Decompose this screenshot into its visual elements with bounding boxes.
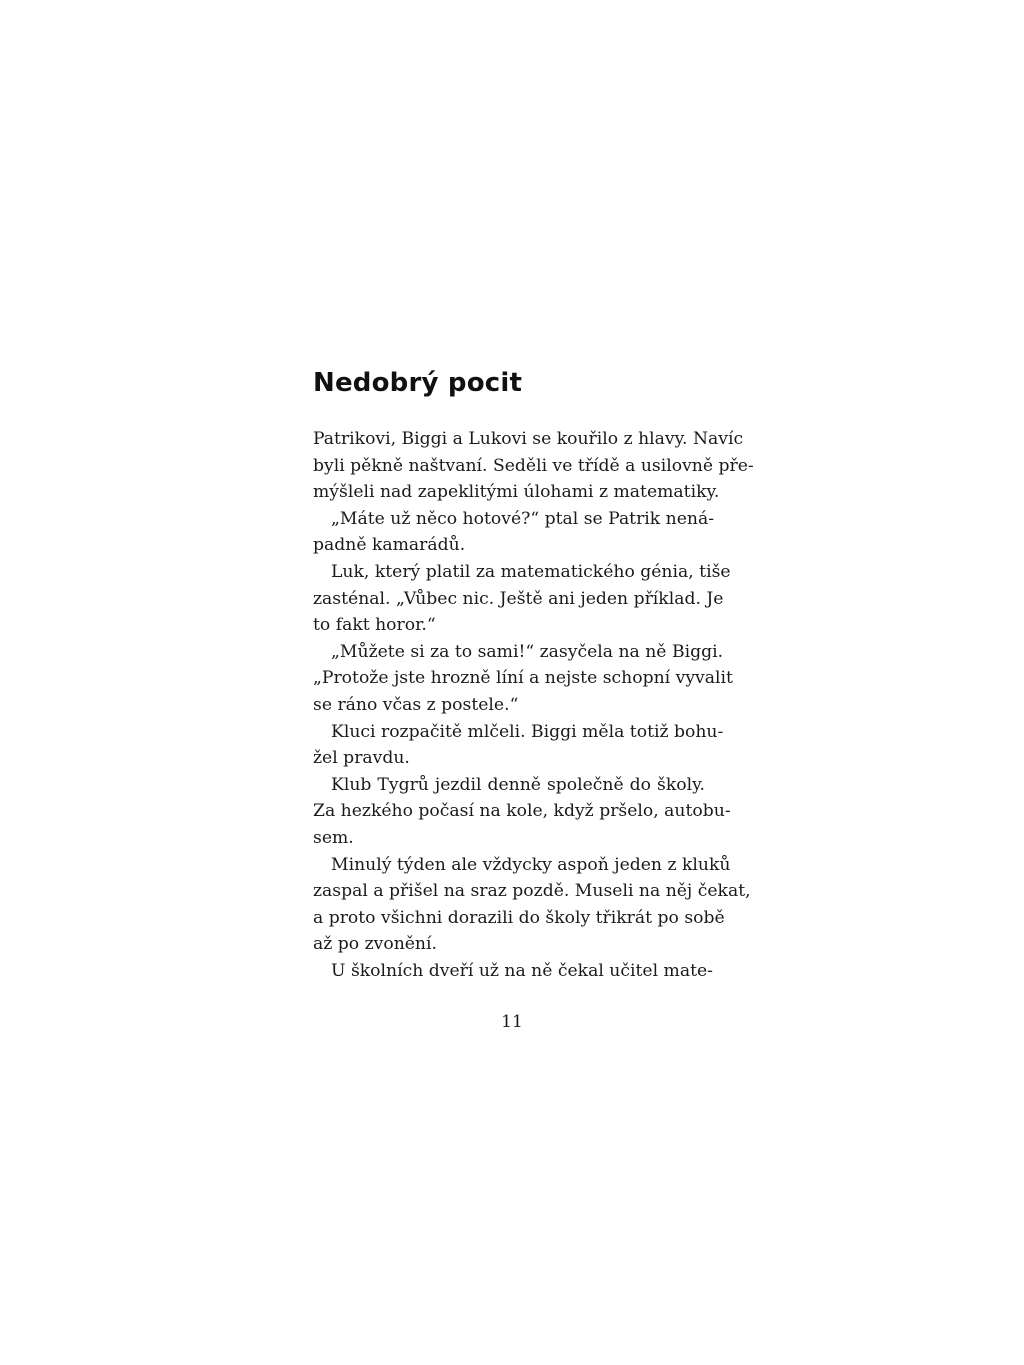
text-line: U školních dveří už na ně čekal učitel mate- bbox=[331, 960, 713, 981]
page-number: 11 bbox=[501, 1012, 523, 1032]
text-line: zaspal a přišel na sraz pozdě. Museli na něj čekat, bbox=[313, 881, 751, 902]
text-line: žel pravdu. bbox=[313, 748, 410, 769]
text-line: se ráno včas z postele.“ bbox=[313, 694, 519, 715]
text-line: Kluci rozpačitě mlčeli. Biggi měla totiž bohu- bbox=[331, 721, 724, 742]
text-line: Luk, který platil za matematického génia, tiše bbox=[331, 561, 731, 582]
text-line: až po zvonění. bbox=[313, 934, 437, 955]
text-line: zasténal. „Vůbec nic. Ještě ani jeden příklad. Je bbox=[313, 588, 724, 609]
chapter-title: Nedobrý pocit bbox=[313, 368, 523, 398]
text-line: Za hezkého počasí na kole, když pršelo, autobu- bbox=[313, 801, 731, 822]
text-line: Minulý týden ale vždycky aspoň jeden z kluků bbox=[331, 854, 731, 875]
text-line: byli pěkně naštvaní. Seděli ve třídě a usilovně pře- bbox=[313, 455, 754, 476]
text-line: „Protože jste hrozně líní a nejste schopní vyvalit bbox=[313, 668, 733, 689]
text-line: to fakt horor.“ bbox=[313, 615, 436, 636]
text-line: sem. bbox=[313, 827, 354, 848]
text-line: mýšleli nad zapeklitými úlohami z matematiky. bbox=[313, 482, 720, 503]
text-line: „Můžete si za to sami!“ zasyčela na ně Biggi. bbox=[331, 641, 724, 662]
text-line: Klub Tygrů jezdil denně společně do školy. bbox=[331, 774, 705, 795]
text-line: Patrikovi, Biggi a Lukovi se kouřilo z hlavy. Navíc bbox=[313, 429, 744, 449]
text-line: „Máte už něco hotové?“ ptal se Patrik nená- bbox=[331, 508, 715, 529]
body-text bbox=[313, 426, 754, 984]
text-line: a proto všichni dorazili do školy třikrát po sobě bbox=[313, 907, 725, 928]
text-line: padně kamarádů. bbox=[313, 535, 466, 556]
